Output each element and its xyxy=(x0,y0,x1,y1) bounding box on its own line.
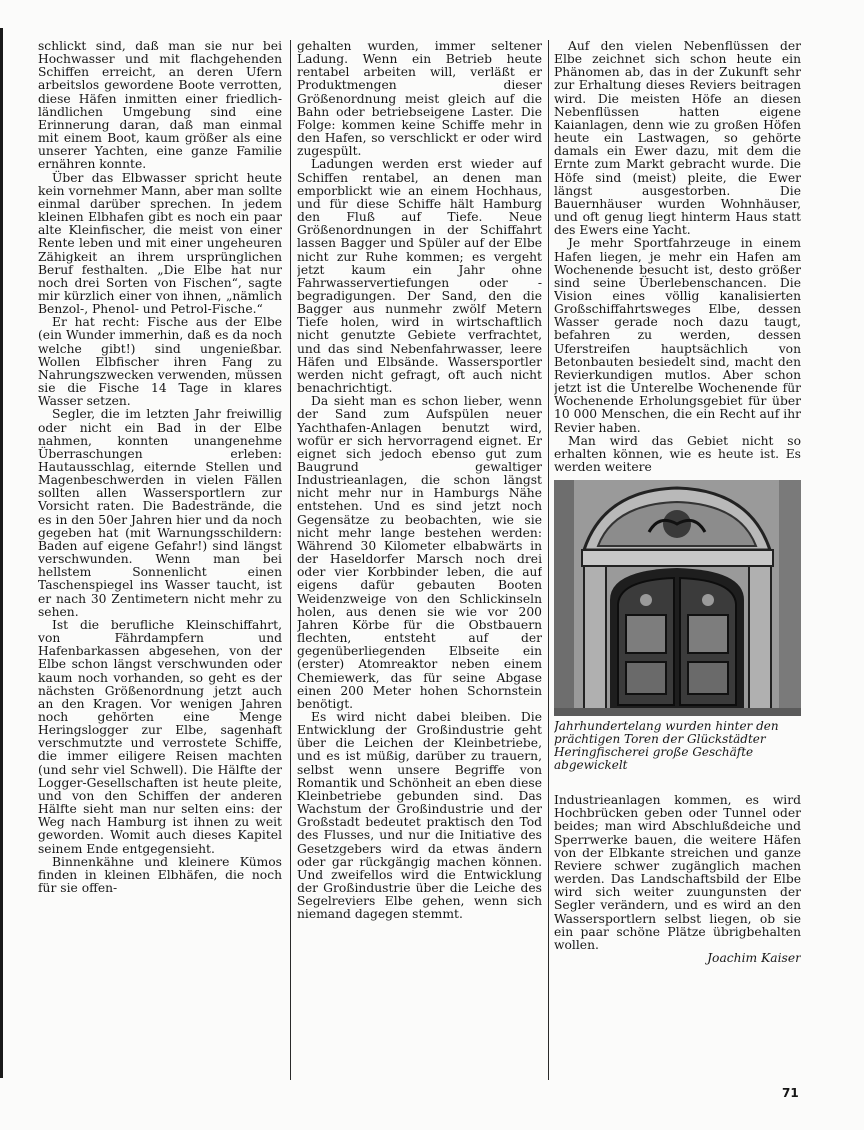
paragraph: Segler, die im letzten Jahr freiwillig oder nicht ein Bad in der Elbe nahmen, konnten unangenehme Überraschungen erleben: Hautausschlag, eiternde Stellen und Magenbeschwerden in vielen Fällen sollten allen Wassersportlern zur Vorsicht raten. Die Badestrände, die es in den 50er Jahren hier und da noch gegeben hat (mit Warnungsschildern: Baden auf eigene Gefahr!) sind längst verschwunden. Wenn man bei hellstem Sonnenlicht einen Taschenspiegel ins Wasser taucht, ist er nach 30 Zentimetern nicht mehr zu sehen. xyxy=(38,407,282,619)
paragraph: Binnenkähne und kleinere Kümos finden in kleinen Elbhäfen, die noch für sie offen- xyxy=(38,854,282,895)
paragraph: Man wird das Gebiet nicht so erhalten können, wie es heute ist. Es werden weitere xyxy=(554,433,801,474)
text-column-3 xyxy=(554,40,801,1080)
column-divider xyxy=(290,40,291,1080)
paragraph: Da sieht man es schon lieber, wenn der Sand zum Aufspülen neuer Yachthafen-Anlagen benutzt wird, wofür er sich hervorragend eignet. Er eignet sich jedoch ebenso gut zum Baugrund gewaltiger Industrieanlagen, die schon längst nicht mehr nur in Hamburgs Nähe entstehen. Und es sind jetzt noch Gegensätze zu beobachten, wie sie nicht mehr lange bestehen werden: Während 30 Kilometer elbabwärts in der Haseldorfer Marsch noch drei oder vier Korbbinder leben, die auf eigens dafür gebauten Booten Weidenzweige von den Schlickinseln holen, aus denen sie wie vor 200 Jahren Körbe für die Obstbauern flechten, entsteht auf der gegenüberliegenden Elbseite ein (erster) Atomreaktor neben einem Chemiewerk, das für seine Abgase einen 200 Meter hohen Schornstein benötigt. xyxy=(297,394,542,711)
column-divider xyxy=(548,40,549,1080)
text-column-2 xyxy=(297,40,542,1080)
gate-illustration xyxy=(554,480,801,716)
paragraph: Industrieanlagen kommen, es wird Hochbrücken geben oder Tunnel oder beides; man wird Abschlußdeiche und Sperrwerke bauen, die weitere Häfen von der Elbkante streichen und ganze Reviere schwer zugänglich machen werden. Das Landschaftsbild der Elbe wird sich weiter zuungunsten der Segler verändern, und es wird an den Wassersportlern selbst liegen, ob sie ein paar schöne Plätze übrigbehalten wollen. xyxy=(554,793,801,952)
paragraph: Ist die berufliche Kleinschiffahrt, von Fährdampfern und Hafenbarkassen abgesehen, von der Elbe schon längst verschwunden oder kaum noch vorhanden, so geht es der nächsten Größenordnung jetzt auch an den Kragen. Vor wenigen Jahren noch gehörten eine Menge Heringslogger zur Elbe, sagenhaft verschmutzte und verrostete Schiffe, die immer eiligere Reisen machten (und sehr viel Schwell). Die Hälfte der Logger-Gesellschaften ist heute pleite, und von den Schiffen der anderen Hälfte sieht man nur selten eins: der Weg nach Hamburg ist ihnen zu weit geworden. Womit auch dieses Kapitel seinem Ende entgegensieht. xyxy=(38,617,282,856)
paragraph: schlickt sind, daß man sie nur bei Hochwasser und mit flachgehenden Schiffen erreicht, an deren Ufern arbeitslos gewordene Boote verrotten, diese Häfen inmitten einer friedlich-ländlichen Umgebung sind eine Erinnerung daran, daß man einmal mit einem Boot, kaum größer als eine unserer Yachten, eine ganze Familie ernähren konnte. xyxy=(38,40,282,172)
paragraph: Es wird nicht dabei bleiben. Die Entwicklung der Großindustrie geht über die Leichen der Kleinbetriebe, und es ist müßig, darüber zu trauern, selbst wenn unsere Begriffe von Romantik und Schönheit an eben diese Kleinbetriebe gebunden sind. Das Wachstum der Großindustrie und der Großstadt bedeutet praktisch den Tod des Flusses, und nur die Initiative des Gesetzgebers wird da etwas ändern oder gar rückgängig machen können. Und zweifellos wird die Entwicklung der Großindustrie über die Leiche des Segelreviers Elbe gehen, wenn sich niemand dagegen stemmt. xyxy=(297,709,542,922)
photo-ornate-gate xyxy=(554,480,801,716)
paragraph: Je mehr Sportfahrzeuge in einem Hafen liegen, je mehr ein Hafen am Wochenende besucht ist, desto größer sind seine Überlebenschancen. Die Vision eines völlig kanalisierten Großschiffahrtsweges Elbe, dessen Wasser gerade noch dazu taugt, befahren zu werden, dessen Uferstreifen hauptsächlich von Betonbauten besiedelt sind, macht den Revierkundigen mutlos. Aber schon jetzt ist die Unterelbe Wochenende für Wochenende Erholungsgebiet für über 10 000 Menschen, die ein Recht auf ihr Revier haben. xyxy=(554,236,801,435)
paragraph: Auf den vielen Nebenflüssen der Elbe zeichnet sich schon heute ein Phänomen ab, das in der Zukunft sehr zur Erhaltung dieses Reviers beitragen wird. Die meisten Höfe an diesen Nebenflüssen hatten eigene Kaianlagen, denn wie zu großen Höfen heute ein Lastwagen, so gehörte damals ein Ewer dazu, mit dem die Ernte zum Markt gebracht wurde. Die Höfe sind (meist) pleite, die Ewer längst ausgestorben. Die Bauernhäuser wurden Wohnhäuser, und oft genug liegt hinterm Haus statt des Ewers eine Yacht. xyxy=(554,40,801,238)
paragraph: Über das Elbwasser spricht heute kein vornehmer Mann, aber man sollte einmal darüber sprechen. In jedem kleinen Elbhafen gibt es noch ein paar alte Kleinfischer, die meist von einer Rente leben und mit einer ungeheuren Zähigkeit an ihrem ursprünglichen Beruf festhalten. „Die Elbe hat nur noch drei Sorten von Fischen“, sagte mir kürzlich einer von ihnen, „nämlich Benzol-, Phenol- und Petrol-Fische.“ xyxy=(38,170,282,317)
paragraph: Er hat recht: Fische aus der Elbe (ein Wunder immerhin, daß es da noch welche gibt!) sind ungenießbar. Wollen Elbfischer ihren Fang zu Nahrungszwecken verwenden, müssen sie die Fische 14 Tage in klares Wasser setzen. xyxy=(38,315,282,409)
paragraph: Ladungen werden erst wieder auf Schiffen rentabel, an denen man emporblickt wie an einem Hochhaus, und für diese Schiffe hält Hamburg den Fluß auf Tiefe. Neue Größenordnungen in der Schiffahrt lassen Bagger und Spüler auf der Elbe nicht zur Ruhe kommen; es vergeht jetzt kaum ein Jahr ohne Fahrwasservertiefungen oder -begradigungen. Der Sand, den die Bagger aus nunmehr zwölf Metern Tiefe holen, wird in wirtschaftlich nicht genutzte Gebiete verfrachtet, und das sind Nebenfahrwasser, leere Häfen und Elbsände. Wassersportler werden nicht gefragt, oft auch nicht benachrichtigt. xyxy=(297,157,542,396)
page-number: 71 xyxy=(782,1086,799,1100)
author-signature: Joachim Kaiser xyxy=(707,951,801,966)
page-edge-rule xyxy=(0,28,3,1078)
text-column-1 xyxy=(38,40,282,1080)
paragraph: gehalten wurden, immer seltener Ladung. Wenn ein Betrieb heute rentabel arbeiten will, verläßt er Produktmengen dieser Größenordnung meist gleich auf die Bahn oder betriebseigene Laster. Die Folge: kommen keine Schiffe mehr in den Hafen, so verschlickt er oder wird zugespült. xyxy=(297,40,542,159)
photo-caption: Jahrhundertelang wurden hinter den prächtigen Toren der Glückstädter Heringfischerei große Geschäfte abgewickelt xyxy=(554,719,779,773)
